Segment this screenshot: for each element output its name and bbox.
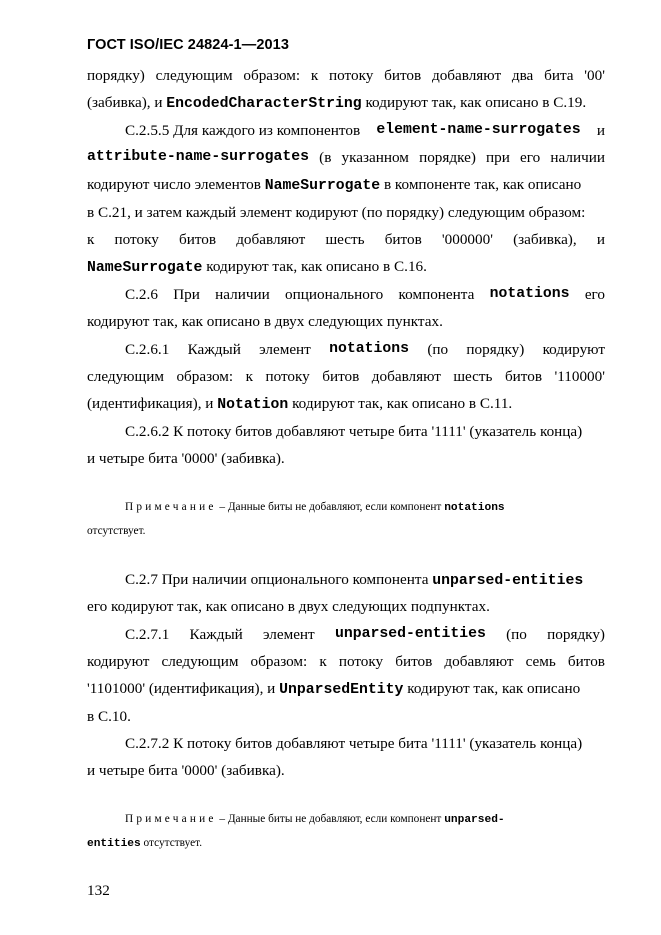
- word: потоку: [329, 67, 374, 84]
- code-term: NameSurrogate: [87, 260, 203, 276]
- word: образом:: [250, 653, 308, 670]
- note-label: Примечание: [125, 813, 217, 825]
- code-term: attribute-name-surrogates: [87, 149, 309, 165]
- word: порядку): [87, 67, 145, 84]
- word: кодируют: [87, 653, 150, 670]
- word: потоку: [114, 231, 159, 248]
- word: семь: [525, 653, 556, 670]
- word: к: [319, 653, 327, 670]
- word: к: [245, 368, 253, 385]
- word: С.2.7.1: [125, 626, 170, 643]
- text-line: и четыре бита '0000' (забивка).: [87, 762, 285, 779]
- word: '00': [584, 67, 605, 84]
- code-term: notations: [329, 341, 410, 357]
- text-line: '1101000' (идентификация), и UnparsedEntity кодируют так, как описано: [87, 680, 581, 698]
- code-term: NameSurrogate: [264, 178, 381, 194]
- text-line: в С.21, и затем каждый элемент кодируют (по порядку) следующим образом:: [87, 204, 586, 221]
- code-term: unparsed-: [444, 814, 505, 826]
- paragraph-start: С.2.7 При наличии опционального компонента unparsed-entities: [125, 571, 584, 589]
- code-term: element-name-surrogates: [376, 122, 581, 138]
- text-line: [87, 652, 605, 671]
- paragraph-start: С.2.6.2 К потоку битов добавляют четыре бита '1111' (указатель конца): [125, 423, 583, 440]
- word: элемент: [259, 341, 311, 358]
- word: порядку): [466, 341, 525, 358]
- word: его: [520, 149, 541, 166]
- word: опционального: [285, 286, 384, 303]
- word: образом:: [176, 368, 234, 385]
- paragraph-start: [125, 340, 605, 359]
- text-line: NameSurrogate кодируют так, как описано в С.16.: [87, 258, 427, 276]
- document-header: ГОСТ ISO/IEC 24824-1—2013: [87, 37, 289, 53]
- word: порядку): [547, 626, 605, 643]
- text-line: [87, 148, 605, 167]
- note: Примечание – Данные биты не добавляют, если компонент unparsed-: [125, 813, 505, 826]
- paragraph-start: С.2.7.2 К потоку битов добавляют четыре бита '1111' (указатель конца): [125, 735, 583, 752]
- word: С.2.6.1: [125, 341, 170, 358]
- code-term: EncodedCharacterString: [166, 96, 362, 112]
- code-term: notations: [444, 502, 505, 514]
- word: битов: [504, 368, 543, 385]
- word: указанном: [341, 149, 409, 166]
- code-term: Notation: [217, 397, 289, 413]
- code-term: entities: [87, 838, 141, 850]
- word: битов: [567, 653, 605, 670]
- word: (в: [319, 149, 332, 166]
- code-term: notations: [489, 286, 570, 302]
- word: наличии: [215, 286, 270, 303]
- note-continuation: отсутствует.: [87, 525, 146, 537]
- word: кодируют: [542, 341, 605, 358]
- code-term: unparsed-entities: [432, 573, 584, 589]
- word: Каждый: [189, 626, 243, 643]
- word: шесть: [453, 368, 493, 385]
- text-line: (идентификация), и Notation кодируют так, как описано в С.11.: [87, 395, 513, 413]
- word: следующим: [161, 653, 239, 670]
- text-line: кодируют так, как описано в двух следующих пунктах.: [87, 313, 443, 330]
- text-line: кодируют число элементов NameSurrogate в компоненте так, как описано: [87, 176, 582, 194]
- note-continuation: entities отсутствует.: [87, 837, 203, 850]
- word: добавляют: [236, 231, 306, 248]
- word: Каждый: [187, 341, 241, 358]
- code-term: unparsed-entities: [334, 626, 486, 642]
- word: (по: [427, 341, 449, 358]
- word: потоку: [338, 653, 384, 670]
- word: С.2.6: [125, 286, 158, 303]
- text-line: [87, 66, 605, 85]
- word: порядке): [419, 149, 476, 166]
- word: бита: [544, 67, 574, 84]
- word: битов: [384, 231, 422, 248]
- word: следующим: [155, 67, 233, 84]
- text-line: (забивка), и EncodedCharacterString кодируют так, как описано в С.19.: [87, 94, 587, 112]
- text-line: [87, 367, 605, 386]
- word: При: [173, 286, 200, 303]
- word: добавляют: [444, 653, 514, 670]
- page-number: 132: [87, 882, 110, 899]
- word: элемент: [263, 626, 315, 643]
- word: битов: [322, 368, 360, 385]
- word: потоку: [265, 368, 310, 385]
- word: битов: [178, 231, 217, 248]
- code-term: UnparsedEntity: [279, 682, 404, 698]
- word: добавляют: [371, 368, 441, 385]
- paragraph-start: [125, 625, 605, 644]
- word: (забивка),: [513, 231, 577, 248]
- text-line: [87, 230, 605, 249]
- word: шесть: [325, 231, 365, 248]
- word: при: [486, 149, 510, 166]
- text-line: его кодируют так, как описано в двух следующих подпунктах.: [87, 598, 490, 615]
- word: наличии: [550, 149, 605, 166]
- note: Примечание – Данные биты не добавляют, если компонент notations: [125, 501, 505, 514]
- word: добавляют: [431, 67, 502, 84]
- note-label: Примечание: [125, 501, 217, 513]
- text-line: и четыре бита '0000' (забивка).: [87, 450, 285, 467]
- text-line: в С.10.: [87, 708, 131, 725]
- word: следующим: [87, 368, 164, 385]
- word: и: [596, 231, 605, 248]
- word: образом:: [243, 67, 301, 84]
- word: к: [310, 67, 319, 84]
- word: битов: [395, 653, 433, 670]
- word: битов: [384, 67, 422, 84]
- word: компонента: [398, 286, 475, 303]
- word: (по: [506, 626, 527, 643]
- paragraph-start: С.2.5.5 Для каждого из компонентов element-name-surrogates и: [125, 122, 605, 139]
- word: два: [511, 67, 534, 84]
- word: к: [87, 231, 95, 248]
- word: '110000': [554, 368, 605, 385]
- paragraph-start: С.2.6 При наличии опционального компонента notations его: [125, 286, 605, 303]
- word: '000000': [441, 231, 493, 248]
